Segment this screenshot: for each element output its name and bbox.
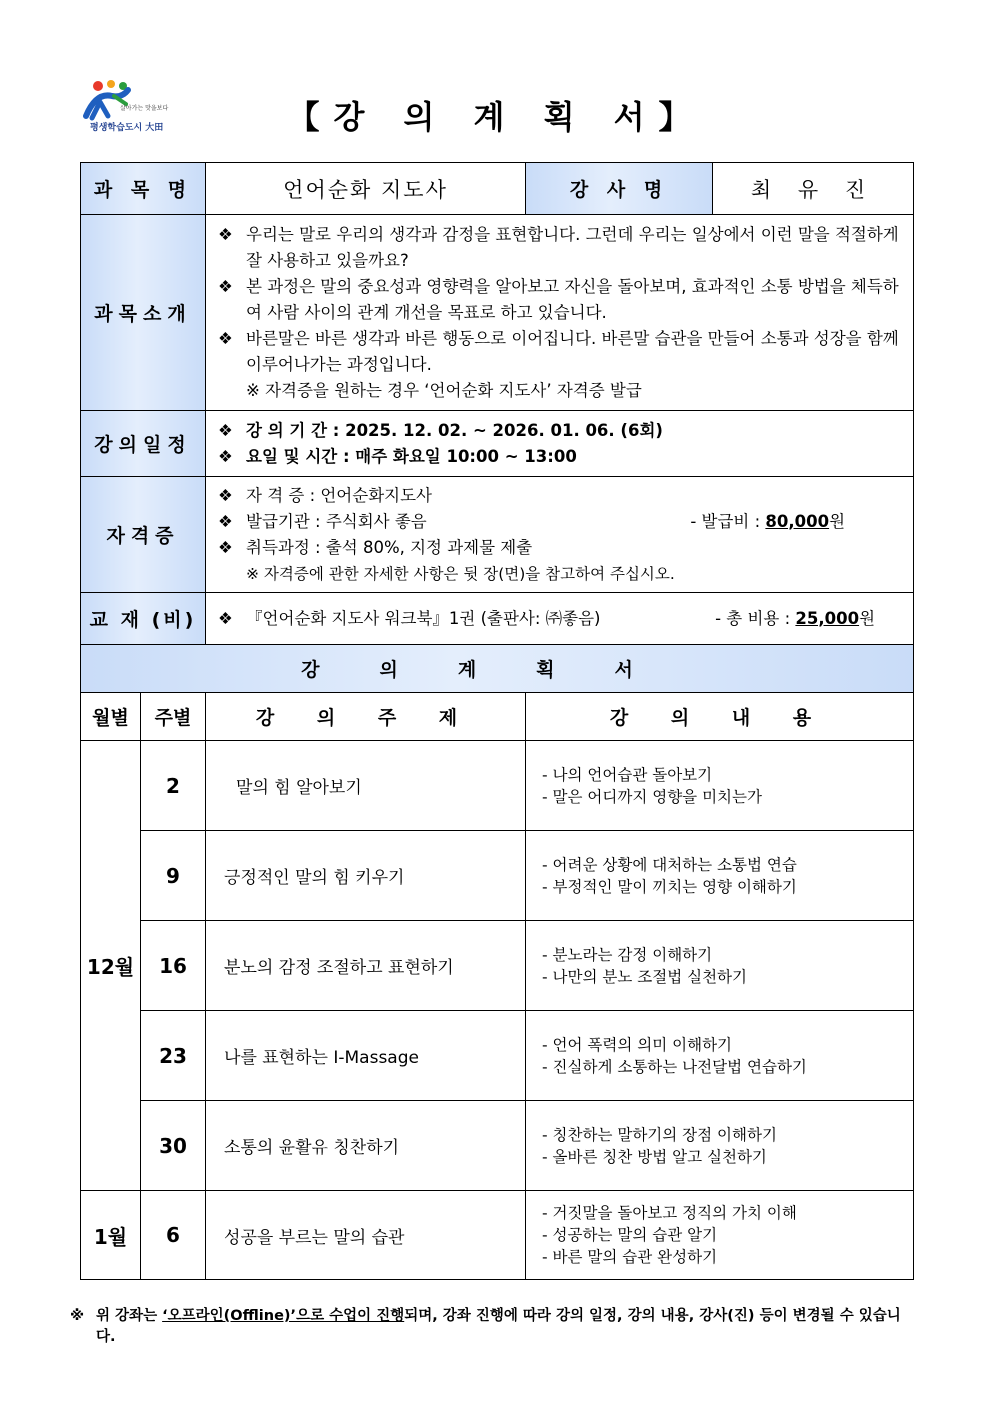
cert-fee: - 발급비 : 80,000원 <box>690 511 846 531</box>
cert-row <box>81 477 914 593</box>
content-cell: - 칭찬하는 말하기의 장점 이해하기 - 올바른 칭찬 방법 알고 실천하기 <box>526 1101 914 1191</box>
content-cell: - 분노라는 감정 이해하기 - 나만의 분노 조절법 실천하기 <box>526 921 914 1011</box>
intro-label: 과목소개 <box>81 215 206 411</box>
table-row <box>81 1191 914 1280</box>
col-month: 월별 <box>81 693 141 741</box>
table-row <box>81 921 914 1011</box>
topic-cell: 소통의 윤활유 칭찬하기 <box>206 1101 526 1191</box>
footnote-mark: ※ <box>70 1308 85 1324</box>
subject-row <box>81 163 914 215</box>
intro-item: ❖ 우리는 말로 우리의 생각과 감정을 표현합니다. 그런데 우리는 일상에서 이런 말을 적절하게 잘 사용하고 있을까요? <box>218 222 903 274</box>
cert-issuer: 발급기관 : 주식회사 좋음 <box>246 511 427 531</box>
col-week: 주별 <box>141 693 206 741</box>
schedule-row <box>81 411 914 477</box>
footnote-text: 위 강좌는 ‘오프라인(Offline)’으로 수업이 진행되며, 강좌 진행에 따라 강의 일정, 강의 내용, 강사(진) 등이 변경될 수 있습니다. <box>96 1308 901 1345</box>
week-cell: 23 <box>141 1011 206 1101</box>
schedule-label: 강의일정 <box>81 411 206 477</box>
week-cell: 16 <box>141 921 206 1011</box>
schedule-time: ❖ 요일 및 시간 : 매주 화요일 10:00 ~ 13:00 <box>218 444 903 470</box>
teacher-value: 최 유 진 <box>713 163 914 215</box>
schedule-body <box>206 411 914 477</box>
cert-body <box>206 477 914 593</box>
content-cell: - 어려운 상황에 대처하는 소통법 연습 - 부정적인 말이 끼치는 영향 이해하기 <box>526 831 914 921</box>
content-cell: - 언어 폭력의 의미 이해하기 - 진실하게 소통하는 나전달법 연습하기 <box>526 1011 914 1101</box>
diamond-bullet-icon: ❖ <box>218 328 233 348</box>
logo-tagline: 살아가는 맛을보다 <box>120 105 169 112</box>
cert-issuer-line <box>218 509 903 535</box>
topic-cell: 말의 힘 알아보기 <box>206 741 526 831</box>
intro-item: ❖ 본 과정은 말의 중요성과 영향력을 알아보고 자신을 돌아보며, 효과적인 소통 방법을 체득하여 사람 사이의 관계 개선을 목표로 하고 있습니다. <box>218 274 903 326</box>
book-total: - 총 비용 : 25,000원 <box>715 608 876 628</box>
content-cell: - 거짓말을 돌아보고 정직의 가치 이해 - 성공하는 말의 습관 알기 - 바른 말의 습관 완성하기 <box>526 1191 914 1280</box>
topic-cell: 분노의 감정 조절하고 표현하기 <box>206 921 526 1011</box>
book-line <box>218 606 903 632</box>
book-row <box>81 593 914 645</box>
week-cell: 30 <box>141 1101 206 1191</box>
plan-section-row <box>81 645 914 693</box>
diamond-bullet-icon: ❖ <box>218 485 233 505</box>
footnote <box>70 1306 910 1348</box>
topic-cell: 성공을 부르는 말의 습관 <box>206 1191 526 1280</box>
logo-org: 평생학습도시 大田 <box>90 123 164 133</box>
topic-cell: 나를 표현하는 I-Massage <box>206 1011 526 1101</box>
table-row <box>81 1101 914 1191</box>
table-row <box>81 831 914 921</box>
cert-note: ※ 자격증에 관한 자세한 사항은 뒷 장(면)을 참고하여 주십시오. <box>246 564 675 583</box>
table-row <box>81 1011 914 1101</box>
week-cell: 2 <box>141 741 206 831</box>
book-label: 교 재 (비) <box>81 593 206 645</box>
diamond-bullet-icon: ❖ <box>218 224 233 244</box>
diamond-bullet-icon: ❖ <box>218 446 233 466</box>
plan-section-title: 강의계획서 <box>81 645 914 693</box>
month-cell: 1월 <box>81 1191 141 1280</box>
topic-cell: 긍정적인 말의 힘 키우기 <box>206 831 526 921</box>
intro-body <box>206 215 914 411</box>
week-cell: 9 <box>141 831 206 921</box>
intro-note: ※ 자격증을 원하는 경우 ‘언어순화 지도사’ 자격증 발급 <box>246 380 642 400</box>
subject-label: 과 목 명 <box>81 163 206 215</box>
document-title: 【강 의 계 획 서】 <box>287 98 705 136</box>
content-cell: - 나의 언어습관 돌아보기 - 말은 어디까지 영향을 미치는가 <box>526 741 914 831</box>
schedule-period: ❖ 강 의 기 간 : 2025. 12. 02. ~ 2026. 01. 06. (6회) <box>218 418 903 444</box>
intro-row <box>81 215 914 411</box>
teacher-label: 강 사 명 <box>526 163 713 215</box>
diamond-bullet-icon: ❖ <box>218 608 233 628</box>
diamond-bullet-icon: ❖ <box>218 420 233 440</box>
cert-name: ❖ 자 격 증 : 언어순화지도사 <box>218 483 903 509</box>
book-body <box>206 593 914 645</box>
diamond-bullet-icon: ❖ <box>218 511 233 531</box>
week-cell: 6 <box>141 1191 206 1280</box>
cert-label: 자격증 <box>81 477 206 593</box>
lecture-plan-table <box>80 162 914 1280</box>
col-topic: 강 의 주 제 <box>206 693 526 741</box>
subject-value: 언어순화 지도사 <box>206 163 526 215</box>
col-content: 강 의 내 용 <box>526 693 914 741</box>
table-row <box>81 741 914 831</box>
month-cell: 12월 <box>81 741 141 1191</box>
book-value: 『언어순화 지도사 워크북』1권 (출판사: ㈜좋음) <box>246 608 601 628</box>
cert-course: ❖ 취득과정 : 출석 80%, 지정 과제물 제출 <box>218 535 903 561</box>
diamond-bullet-icon: ❖ <box>218 537 233 557</box>
diamond-bullet-icon: ❖ <box>218 276 233 296</box>
intro-item: ❖ 바른말은 바른 생각과 바른 행동으로 이어집니다. 바른말 습관을 만들어 소통과 성장을 함께 이루어나가는 과정입니다. <box>218 326 903 378</box>
plan-header-row <box>81 693 914 741</box>
